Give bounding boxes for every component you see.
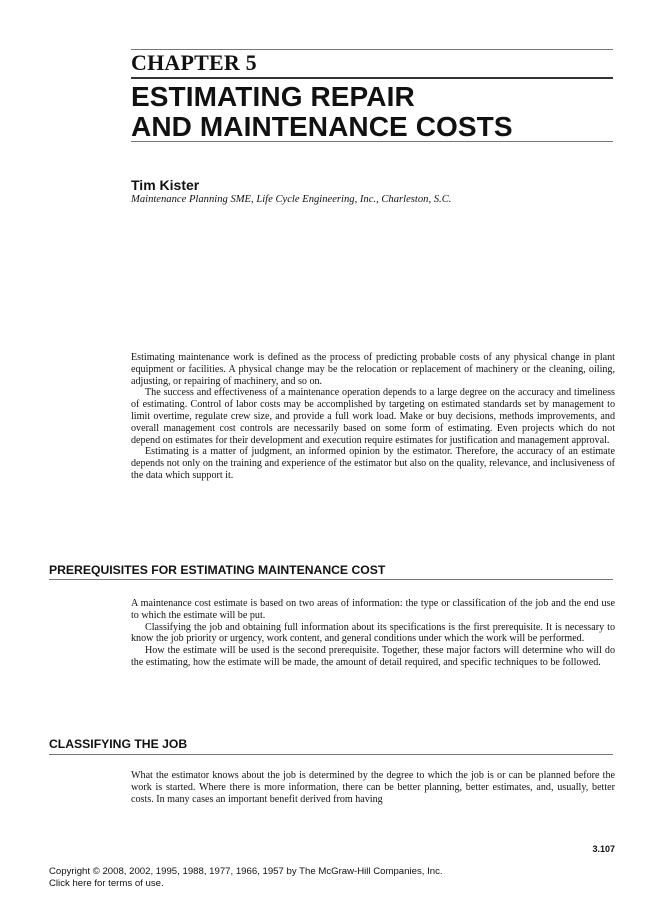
page-number: 3.107 bbox=[592, 844, 615, 854]
copyright-notice: Copyright © 2008, 2002, 1995, 1988, 1977, 1966, 1957 by The McGraw-Hill Companies, Inc. bbox=[49, 866, 443, 877]
section-paragraph: What the estimator knows about the job is determined by the degree to which the job is or can be planned before the work is started. Where there is more information, there can be better planning, better estimates, and, usually, better costs. In many cases an important benefit derived from having bbox=[131, 770, 615, 805]
chapter-title-line-1: ESTIMATING REPAIR bbox=[131, 81, 415, 112]
intro-paragraph: Estimating maintenance work is defined as the process of predicting probable costs of any physical change in plant equipment or facilities. A physical change may be the relocation or replacement of machinery or the cleaning, oiling, adjusting, or repairing of machinery, and so on. bbox=[131, 352, 615, 387]
chapter-label: CHAPTER 5 bbox=[131, 50, 257, 75]
chapter-rule bbox=[131, 77, 613, 79]
section-rule bbox=[49, 579, 613, 580]
section-paragraph: How the estimate will be used is the second prerequisite. Together, these major factors will determine who will do the estimating, how the estimate will be made, the amount of detail required, and specific techniques to be followed. bbox=[131, 645, 615, 668]
chapter-title-line-2: AND MAINTENANCE COSTS bbox=[131, 111, 513, 142]
title-rule bbox=[131, 141, 613, 142]
intro-paragraph: Estimating is a matter of judgment, an informed opinion by the estimator. Therefore, the accuracy of an estimate depends not only on the training and experience of the estimator but also on the quality, relevance, and inclusiveness of the data which support it. bbox=[131, 446, 615, 481]
section-paragraph: A maintenance cost estimate is based on two areas of information: the type or classification of the job and the end use to which the estimate will be put. bbox=[131, 598, 615, 621]
terms-of-use-link[interactable]: Click here for terms of use. bbox=[49, 878, 164, 889]
author-affiliation: Maintenance Planning SME, Life Cycle Engineering, Inc., Charleston, S.C. bbox=[131, 194, 452, 205]
intro-text bbox=[131, 352, 615, 482]
chapter-title bbox=[131, 82, 513, 142]
section-body-prerequisites bbox=[131, 598, 615, 669]
section-heading-prerequisites: PREREQUISITES FOR ESTIMATING MAINTENANCE COST bbox=[49, 563, 386, 577]
section-paragraph: Classifying the job and obtaining full information about its specifications is the first prerequisite. It is necessary to know the job priority or urgency, work content, and general conditions under which the work will be performed. bbox=[131, 621, 615, 645]
intro-paragraph: The success and effectiveness of a maintenance operation depends to a large degree on the accuracy and timeliness of estimating. Control of labor costs may be accomplished by targeting on estimated standards set by management to limit overtime, regulate crew size, and provide a full work load. Make or buy decisions, methods improvements, and overall management cost controls are necessarily based on some form of estimating. Even projects which do not depend on estimates for their development and execution require estimates for justification and management approval. bbox=[131, 387, 615, 446]
section-heading-classifying: CLASSIFYING THE JOB bbox=[49, 737, 188, 751]
section-rule bbox=[49, 754, 613, 755]
author-name: Tim Kister bbox=[131, 177, 200, 193]
section-body-classifying bbox=[131, 770, 615, 805]
